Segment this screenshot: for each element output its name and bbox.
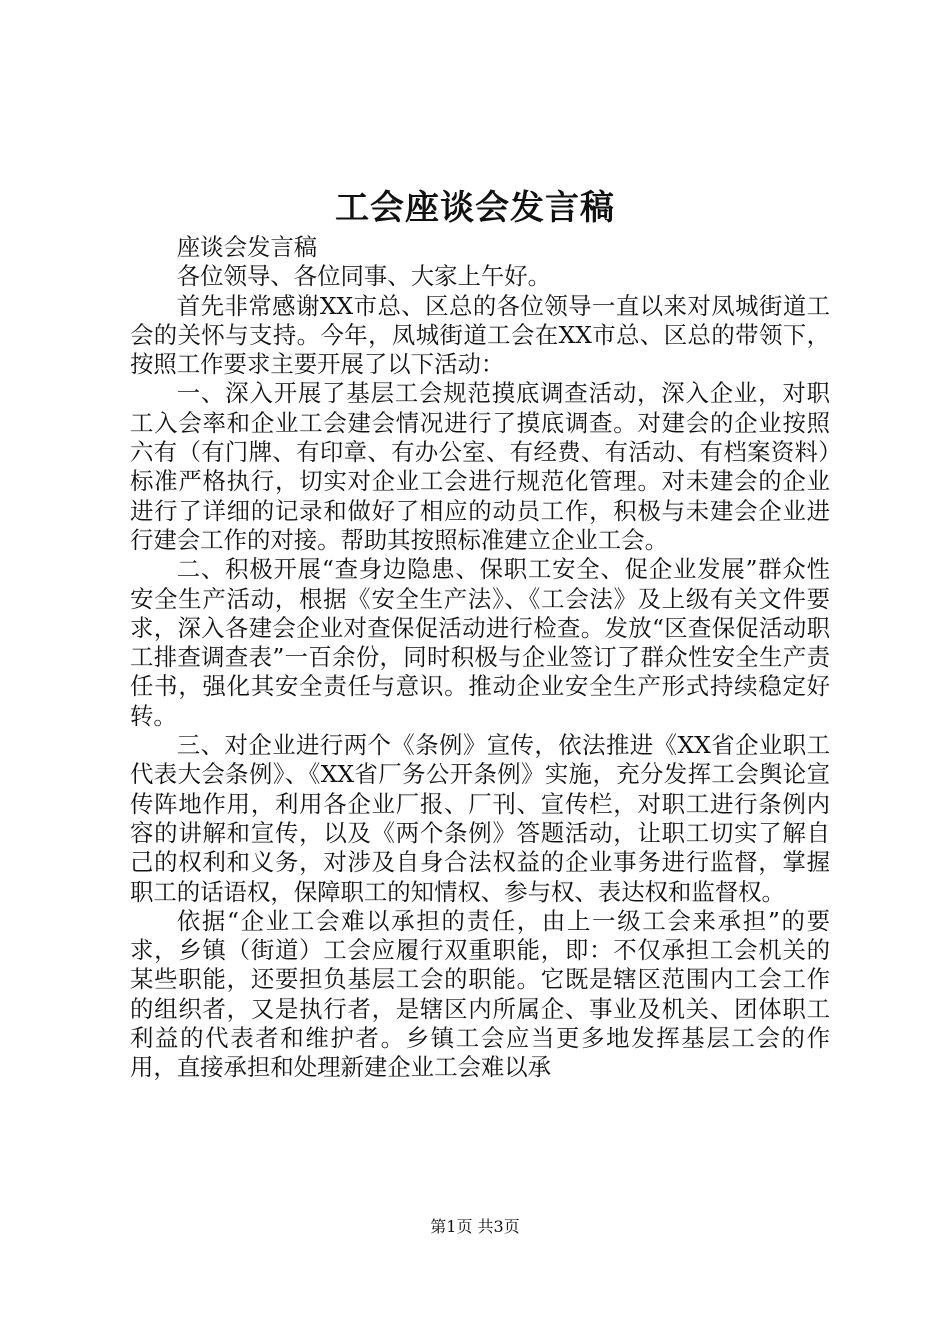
document-body [130,233,830,1083]
paragraph-greeting: 各位领导、各位同事、大家上午好。 [176,262,552,291]
paragraph-subtitle: 座谈会发言稿 [176,233,318,261]
paragraph-item-3: 三、对企业进行两个《条例》宣传，依法推进《XX省企业职工代表大会条例》、《XX省厂务公开条例》实施，充分发挥工会舆论宣传阵地作用，利用各企业厂报、厂刊、宣传栏，对职工进行条例内容的讲解和宣传，以及《两个条例》答题活动，让职工切实了解自己的权利和义务，对涉及自身合法权益的企业事务进行监督，掌握职工的话语权，保障职工的知情权、参与权、表达权和监督权。 [130,731,830,906]
paragraph-item-2: 二、积极开展“查身边隐患、保职工安全、促企业发展”群众性安全生产活动，根据《安全生产法》、《工会法》及上级有关文件要求，深入各建会企业对查保促活动进行检查。发放“区查保促活动职工排查调查表”一百余份，同时积极与企业签订了群众性安全生产责任书，强化其安全责任与意识。推动企业安全生产形式持续稳定好转。 [130,555,830,730]
paragraph-dual-role: 依据“企业工会难以承担的责任，由上一级工会来承担”的要求，乡镇（街道）工会应履行双重职能，即：不仅承担工会机关的某些职能，还要担负基层工会的职能。它既是辖区范围内工会工作的组织者，又是执行者，是辖区内所属企、事业及机关、团体职工利益的代表者和维护者。乡镇工会应当更多地发挥基层工会的作用，直接承担和处理新建企业工会难以承 [130,906,830,1082]
paragraph-intro: 首先非常感谢XX市总、区总的各位领导一直以来对凤城街道工会的关怀与支持。今年，凤城街道工会在XX市总、区总的带领下，按照工作要求主要开展了以下活动： [130,291,830,379]
paragraph-item-1: 一、深入开展了基层工会规范摸底调查活动，深入企业，对职工入会率和企业工会建会情况进行了摸底调查。对建会的企业按照六有（有门牌、有印章、有办公室、有经费、有活动、有档案资料）标准严格执行，切实对企业工会进行规范化管理。对未建会的企业进行了详细的记录和做好了相应的动员工作，积极与未建会企业进行建会工作的对接。帮助其按照标准建立企业工会。 [130,379,830,554]
document-title: 工会座谈会发言稿 [335,188,615,228]
page-number: 第1页 共3页 [430,1217,520,1236]
